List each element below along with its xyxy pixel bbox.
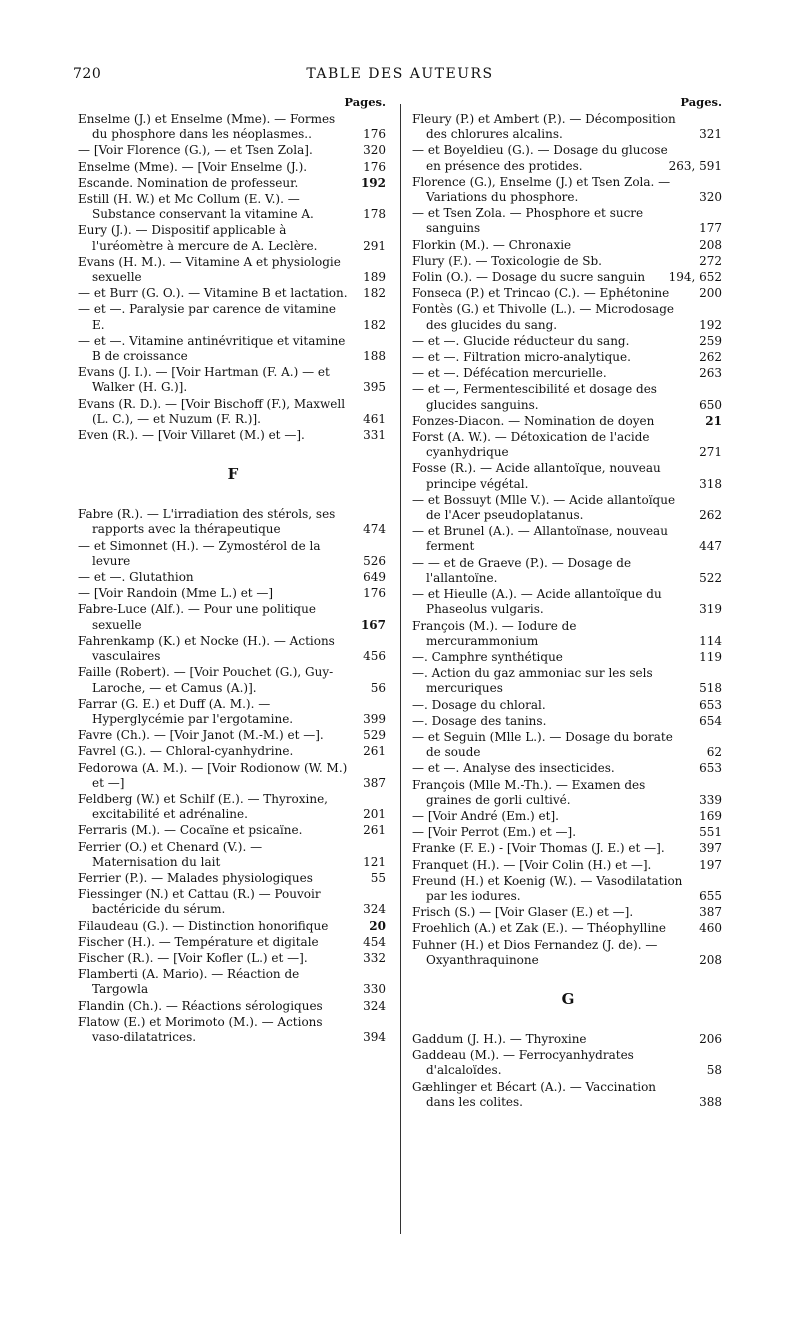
entry-page-ref: 395 [363, 380, 386, 395]
entry-text: Fosse (R.). — Acide allantoïque, nouveau principe végétal. [412, 461, 661, 491]
index-entry [412, 461, 724, 491]
index-entry [412, 254, 724, 269]
index-entry [78, 935, 388, 950]
index-entry [412, 938, 724, 968]
index-entry [412, 841, 724, 856]
entry-page-ref: 261 [363, 744, 386, 759]
index-entry [78, 1015, 388, 1045]
entry-text: Fedorowa (A. M.). — [Voir Rodionow (W. M.) et —] [78, 760, 348, 790]
entry-page-ref: 399 [363, 711, 386, 726]
column-divider [400, 104, 401, 1234]
entry-page-ref: 263 [699, 366, 722, 381]
entry-text: Fonseca (P.) et Trincao (C.). — Ephétonine [412, 286, 670, 301]
index-entry [412, 334, 724, 349]
index-entry [78, 112, 388, 142]
index-entry [412, 730, 724, 760]
entry-page-ref: 653 [699, 697, 722, 712]
index-entry [412, 698, 724, 713]
index-entry [412, 430, 724, 460]
entry-page-ref: 330 [363, 982, 386, 997]
entry-text: — et —. Paralysie par carence de vitamine E. [78, 302, 336, 332]
index-entry [412, 175, 724, 205]
entry-text: — et —. Glucide réducteur du sang. [412, 333, 630, 348]
entry-page-ref: 262 [699, 508, 722, 523]
right-column [412, 92, 724, 1111]
entry-page-ref: 192 [699, 317, 722, 332]
entry-text: —. Camphre synthétique [412, 649, 563, 664]
entry-page-ref: 321 [699, 127, 722, 142]
entry-page-ref: 526 [363, 553, 386, 568]
index-entry [412, 778, 724, 808]
entry-text: Enselme (J.) et Enselme (Mme). — Formes du phosphore dans les néoplasmes.. [78, 112, 336, 142]
entry-page-ref: 178 [363, 207, 386, 222]
entry-page-ref: 461 [363, 411, 386, 426]
entry-page-ref: 324 [363, 998, 386, 1013]
entry-text: Franquet (H.). — [Voir Colin (H.) et —]. [412, 857, 652, 872]
index-entry [78, 728, 388, 743]
index-entry [78, 840, 388, 870]
entry-text: Farrar (G. E.) et Duff (A. M.). — Hyperglycémie par l'ergotamine. [78, 696, 294, 726]
entry-page-ref: 653 [699, 761, 722, 776]
entry-text: Ferrier (O.) et Chenard (V.). — Maternisation du lait [78, 839, 263, 869]
entry-text: —. Dosage du chloral. [412, 697, 546, 712]
entry-text: — et Bossuyt (Mlle V.). — Acide allantoïque de l'Acer pseudoplatanus. [412, 492, 676, 523]
index-entry [412, 286, 724, 301]
entry-page-ref: 182 [363, 286, 386, 301]
left-column [78, 92, 388, 1046]
entry-text: — et —. Filtration micro-analytique. [412, 350, 631, 365]
entry-text: — [Voir Randoin (Mme L.) et —] [78, 586, 274, 601]
index-entry [78, 634, 388, 664]
index-entry [78, 665, 388, 695]
entry-page-ref: 262 [699, 350, 722, 365]
entry-text: — et Boyeldieu (G.). — Dosage du glucose en présence des protides. [412, 143, 668, 173]
index-entry [412, 143, 724, 173]
index-entry [78, 365, 388, 395]
entry-text: — [Voir Florence (G.), — et Tsen Zola]. [78, 143, 313, 158]
entry-page-ref: 177 [699, 221, 722, 236]
entry-text: — et —. Vitamine antinévritique et vitamine B de croissance [78, 333, 346, 364]
entry-text: Gaddeau (M.). — Ferrocyanhydrates d'alcaloïdes. [412, 1048, 634, 1078]
entry-text: —. Action du gaz ammoniac sur les sels mercuriques [412, 666, 653, 696]
entry-text: — — et de Graeve (P.). — Dosage de l'allantoïne. [412, 555, 632, 585]
entry-page-ref: 58 [706, 1063, 722, 1078]
index-entry [412, 666, 724, 696]
entry-text: — et —. Défécation mercurielle. [412, 366, 607, 381]
entry-text: Enselme (Mme). — [Voir Enselme (J.). [78, 159, 308, 174]
entry-page-ref: 460 [699, 921, 722, 936]
index-entry [412, 714, 724, 729]
entry-page-ref: 394 [363, 1029, 386, 1044]
entry-text: Flatow (E.) et Morimoto (M.). — Actions vaso-dilatatrices. [78, 1014, 323, 1044]
entry-page-ref: 387 [363, 775, 386, 790]
index-entry [78, 334, 388, 364]
entry-text: Fabre-Luce (Alf.). — Pour une politique sexuelle [78, 602, 316, 632]
entry-page-ref: 291 [363, 238, 386, 253]
entry-page-ref: 208 [699, 237, 722, 252]
entry-text: Fabre (R.). — L'irradiation des stérols, ses rapports avec la thérapeutique [78, 507, 336, 537]
entry-page-ref: 261 [363, 823, 386, 838]
index-entry [78, 602, 388, 632]
entry-text: Ferrier (P.). — Malades physiologiques [78, 870, 313, 885]
entry-text: François (M.). — Iodure de mercurammonium [412, 618, 577, 648]
entry-page-ref: 176 [363, 586, 386, 601]
entry-page-ref: 208 [699, 952, 722, 967]
entry-text: Evans (R. D.). — [Voir Bischoff (F.), Maxwell (L. C.), — et Nuzum (F. R.)]. [78, 396, 346, 426]
index-entry [412, 874, 724, 904]
entry-text: Gaddum (J. H.). — Thyroxine [412, 1031, 587, 1046]
entry-page-ref: 331 [363, 428, 386, 443]
entry-page-ref: 263, 591 [668, 158, 722, 173]
entry-text: Fiessinger (N.) et Cattau (R.) — Pouvoir bactéricide du sérum. [78, 887, 321, 917]
entry-text: —. Dosage des tanins. [412, 713, 547, 728]
index-entry [78, 223, 388, 253]
entry-page-ref: 197 [699, 857, 722, 872]
entries-e [78, 112, 388, 443]
entry-text: Feldberg (W.) et Schilf (E.). — Thyroxine, excitabilité et adrénaline. [78, 791, 328, 822]
index-entry [412, 493, 724, 523]
entry-text: François (Mlle M.-Th.). — Examen des graines de gorli cultivé. [412, 777, 646, 807]
index-entry [412, 587, 724, 617]
entry-text: Fontès (G.) et Thivolle (L.). — Microdosage des glucides du sang. [412, 302, 674, 332]
index-entry [412, 414, 724, 429]
entry-text: — et Burr (G. O.). — Vitamine B et lactation. [78, 286, 348, 301]
entry-page-ref: 188 [363, 349, 386, 364]
entry-text: Flury (F.). — Toxicologie de Sb. [412, 253, 602, 268]
entry-text: Ferraris (M.). — Cocaïne et psicaïne. [78, 823, 303, 838]
entry-page-ref: 169 [699, 808, 722, 823]
entry-page-ref: 339 [699, 792, 722, 807]
entry-text: Faille (Robert). — [Voir Pouchet (G.), Guy-Laroche, — et Camus (A.)]. [78, 665, 334, 695]
index-entry [78, 286, 388, 301]
entry-page-ref: 654 [699, 713, 722, 728]
index-entry [78, 697, 388, 727]
entry-page-ref: 529 [363, 728, 386, 743]
entry-page-ref: 650 [699, 397, 722, 412]
index-entry [78, 951, 388, 966]
entry-page-ref: 551 [699, 825, 722, 840]
pages-header-left: Pages. [344, 95, 386, 109]
index-entry [412, 1080, 724, 1110]
entry-page-ref: 456 [363, 649, 386, 664]
entry-page-ref: 56 [370, 680, 386, 695]
entry-text: Franke (F. E.) - [Voir Thomas (J. E.) et —]. [412, 841, 665, 856]
index-entry [78, 999, 388, 1014]
entry-text: Estill (H. W.) et Mc Collum (E. V.). — Substance conservant la vitamine A. [78, 192, 314, 222]
entry-page-ref: 318 [699, 476, 722, 491]
entry-page-ref: 518 [699, 681, 722, 696]
index-entry [412, 350, 724, 365]
index-entry [412, 905, 724, 920]
index-entry [78, 823, 388, 838]
entry-page-ref: 397 [699, 841, 722, 856]
entry-page-ref: 649 [363, 570, 386, 585]
index-entry [412, 112, 724, 142]
index-entry [412, 809, 724, 824]
entry-text: Favrel (G.). — Chloral-cyanhydrine. [78, 744, 294, 759]
entry-text: — et Seguin (Mlle L.). — Dosage du borate de soude [412, 729, 673, 760]
index-entry [78, 570, 388, 585]
entry-page-ref: 201 [363, 807, 386, 822]
index-entry [412, 382, 724, 412]
entry-page-ref: 259 [699, 333, 722, 348]
index-entry [78, 428, 388, 443]
index-entry [78, 160, 388, 175]
entry-page-ref: 182 [363, 317, 386, 332]
entry-text: Florence (G.), Enselme (J.) et Tsen Zola. — Variations du phosphore. [412, 174, 671, 205]
index-entry [78, 967, 388, 997]
entry-page-ref: 474 [363, 522, 386, 537]
index-entry [78, 919, 388, 934]
entry-text: Freund (H.) et Koenig (W.). — Vasodilatation par les iodures. [412, 873, 683, 903]
index-entry [412, 1032, 724, 1047]
entry-text: Flandin (Ch.). — Réactions sérologiques [78, 998, 323, 1013]
index-entry [78, 539, 388, 569]
index-entry [78, 744, 388, 759]
entry-page-ref: 200 [699, 286, 722, 301]
index-entry [412, 619, 724, 649]
index-entry [78, 176, 388, 191]
entry-text: Evans (H. M.). — Vitamine A et physiologie sexuelle [78, 254, 341, 285]
entry-text: Fischer (H.). — Température et digitale [78, 934, 319, 949]
entry-text: — et Simonnet (H.). — Zymostérol de la levure [78, 538, 321, 568]
index-entry [78, 871, 388, 886]
entry-page-ref: 387 [699, 905, 722, 920]
entry-page-ref: 121 [363, 854, 386, 869]
section-letter-f: F [227, 465, 239, 484]
entry-text: — [Voir André (Em.) et]. [412, 808, 559, 823]
entries-f-left [78, 507, 388, 1045]
entry-text: Fleury (P.) et Ambert (P.). — Décomposition des chlorures alcalins. [412, 112, 676, 142]
entry-page-ref: 21 [705, 413, 722, 428]
entry-page-ref: 320 [363, 143, 386, 158]
index-entry [412, 650, 724, 665]
entry-text: Fischer (R.). — [Voir Kofler (L.) et —]. [78, 950, 308, 965]
entry-page-ref: 119 [699, 649, 722, 664]
entry-text: Forst (A. W.). — Détoxication de l'acide cyanhydrique [412, 430, 650, 460]
entry-page-ref: 388 [699, 1094, 722, 1109]
entry-page-ref: 522 [699, 570, 722, 585]
entry-page-ref: 62 [706, 745, 722, 760]
entry-page-ref: 114 [699, 633, 722, 648]
running-head: TABLE DES AUTEURS [306, 66, 494, 82]
index-entry [412, 556, 724, 586]
entry-text: Flamberti (A. Mario). — Réaction de Targowla [78, 967, 300, 997]
entry-page-ref: 20 [369, 918, 386, 933]
entry-page-ref: 194, 652 [668, 270, 722, 285]
entry-page-ref: 332 [363, 950, 386, 965]
entry-text: Even (R.). — [Voir Villaret (M.) et —]. [78, 428, 305, 443]
index-entry [78, 143, 388, 158]
entry-page-ref: 271 [699, 445, 722, 460]
index-entry [78, 255, 388, 285]
entry-text: Evans (J. I.). — [Voir Hartman (F. A.) — et Walker (H. G.)]. [78, 365, 330, 395]
entry-text: Escande. Nomination de professeur. [78, 175, 299, 190]
index-entry [412, 302, 724, 332]
page-number: 720 [73, 66, 102, 82]
entry-text: — [Voir Perrot (Em.) et —]. [412, 825, 577, 840]
entry-text: Fuhner (H.) et Dios Fernandez (J. de). — Oxyanthraquinone [412, 937, 658, 967]
index-entry [78, 507, 388, 537]
entry-text: — et Hieulle (A.). — Acide allantoïque du Phaseolus vulgaris. [412, 587, 662, 617]
entry-text: — et Tsen Zola. — Phosphore et sucre sanguins [412, 206, 644, 236]
entry-page-ref: 192 [360, 175, 386, 190]
entry-page-ref: 272 [699, 253, 722, 268]
entry-page-ref: 655 [699, 888, 722, 903]
entry-page-ref: 206 [699, 1031, 722, 1046]
index-entry [412, 1048, 724, 1078]
index-entry [412, 524, 724, 554]
entries-f-right [412, 112, 724, 968]
entry-page-ref: 189 [363, 270, 386, 285]
entry-text: Fonzes-Diacon. — Nomination de doyen [412, 413, 655, 428]
index-entry [78, 192, 388, 222]
entry-text: Favre (Ch.). — [Voir Janot (M.-M.) et —]. [78, 728, 324, 743]
index-entry [78, 761, 388, 791]
entry-text: — et Brunel (A.). — Allantoïnase, nouveau ferment [412, 524, 668, 554]
index-entry [412, 366, 724, 381]
index-entry [412, 238, 724, 253]
entry-text: Froehlich (A.) et Zak (E.). — Théophylline [412, 921, 667, 936]
index-entry [78, 887, 388, 917]
entry-page-ref: 176 [363, 127, 386, 142]
entry-page-ref: 55 [370, 870, 386, 885]
entry-page-ref: 320 [699, 190, 722, 205]
entry-text: Folin (O.). — Dosage du sucre sanguin [412, 270, 646, 285]
index-entry [412, 858, 724, 873]
index-entry [412, 206, 724, 236]
entry-page-ref: 447 [699, 539, 722, 554]
index-entry [78, 586, 388, 601]
entry-text: Gæhlinger et Bécart (A.). — Vaccination dans les colites. [412, 1079, 657, 1109]
entry-text: — et —. Glutathion [78, 570, 194, 585]
entry-page-ref: 454 [363, 934, 386, 949]
entry-text: Frisch (S.) — [Voir Glaser (E.) et —]. [412, 905, 634, 920]
index-entry [78, 792, 388, 822]
entry-page-ref: 176 [363, 159, 386, 174]
pages-header-right: Pages. [680, 95, 722, 109]
entry-text: Fahrenkamp (K.) et Nocke (H.). — Actions vasculaires [78, 633, 335, 664]
section-letter-g: G [561, 989, 575, 1008]
entry-page-ref: 324 [363, 902, 386, 917]
index-entry [78, 397, 388, 427]
index-entry [412, 761, 724, 776]
index-entry [412, 825, 724, 840]
entry-text: Eury (J.). — Dispositif applicable à l'uréomètre à mercure de A. Leclère. [78, 223, 318, 253]
index-entry [412, 921, 724, 936]
entries-g [412, 1032, 724, 1110]
index-entry [78, 302, 388, 332]
entry-text: — et —, Fermentescibilité et dosage des glucides sanguins. [412, 382, 657, 412]
entry-page-ref: 167 [360, 617, 386, 632]
index-entry [412, 270, 724, 285]
entry-text: Florkin (M.). — Chronaxie [412, 237, 572, 252]
entry-page-ref: 319 [699, 602, 722, 617]
entry-text: Filaudeau (G.). — Distinction honorifique [78, 918, 329, 933]
entry-text: — et —. Analyse des insecticides. [412, 761, 615, 776]
